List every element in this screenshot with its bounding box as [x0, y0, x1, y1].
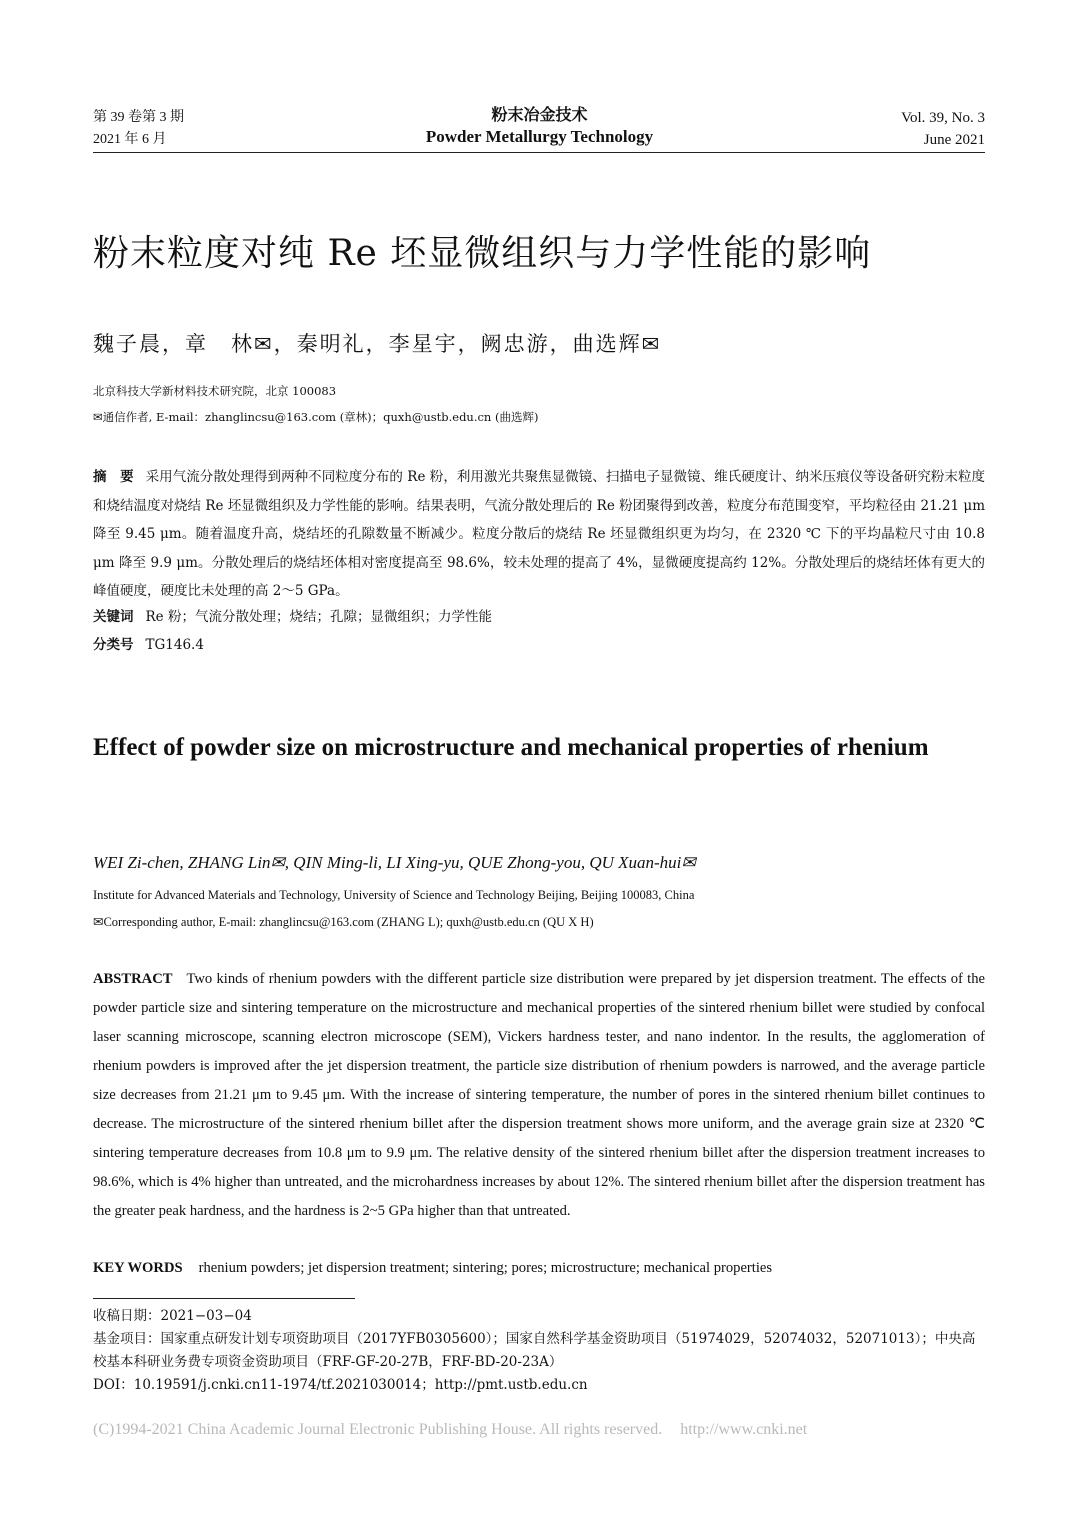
volume-issue-en: Vol. 39, No. 3: [901, 110, 985, 126]
keywords-label-cn: 关键词: [93, 609, 134, 625]
copyright-url: http://www.cnki.net: [680, 1421, 808, 1438]
paper-title-cn: 粉末粒度对纯 Re 坯显微组织与力学性能的影响: [93, 233, 872, 274]
abstract-en: [93, 965, 985, 1226]
keywords-cn: [93, 603, 492, 631]
copyright-watermark: [93, 1419, 985, 1441]
doi: DOI：10.19591/j.cnki.cn11-1974/tf.2021030014；http://pmt.ustb.edu.cn: [93, 1377, 588, 1393]
volume-issue-cn: 第 39 卷第 3 期: [93, 110, 184, 125]
abstract-label-cn: 摘 要: [93, 469, 134, 485]
journal-name-cn: 粉末冶金技术: [491, 105, 588, 124]
copyright-text: (C)1994-2021 China Academic Journal Electronic Publishing House. All rights reserved.: [93, 1421, 663, 1438]
funding-info: 基金项目：国家重点研发计划专项资助项目（2017YFB0305600）；国家自然科学基金资助项目（51974029，52074032，52071013）；中央高校基本科研业务费专项资金资助项目（FRF-GF-20-27B，FRF-BD-20-23A）: [93, 1331, 976, 1370]
date-cn: 2021 年 6 月: [93, 132, 167, 147]
corresponding-author-en: ✉Corresponding author, E-mail: zhanglincsu@163.com (ZHANG L); quxh@ustb.edu.cn (QU X H): [93, 915, 594, 929]
classification-label-cn: 分类号: [93, 637, 134, 653]
keywords-label-en: KEY WORDS: [93, 1260, 183, 1276]
journal-name-en: Powder Metallurgy Technology: [425, 127, 654, 146]
paper-title-en: Effect of powder size on microstructure and mechanical properties of rhenium: [93, 734, 929, 761]
keywords-text-cn: Re 粉；气流分散处理；烧结；孔隙；显微组织；力学性能: [145, 609, 492, 625]
abstract-text-cn: 采用气流分散处理得到两种不同粒度分布的 Re 粉，利用激光共聚焦显微镜、扫描电子显微镜、维氏硬度计、纳米压痕仪等设备研究粉末粒度和烧结温度对烧结 Re 坯显微组织及力学性能的影响。结果表明，气流分散处理后的 Re 粉团聚得到改善，粒度分布范围变窄，平均粒径由 21.21 μm 降至 9.45 μm。随着温度升高，烧结坯的孔隙数量不断减少。粒度分散后的烧结 Re 坯显微组织更为均匀，在 2320 ℃ 下的平均晶粒尺寸由 10.8 μm 降至 9.9 μm。分散处理后的烧结坯体相对密度提高至 98.6%，较未处理的提高了 4%，显微硬度提高约 12%。分散处理后的烧结坯体有更大的峰值硬度，硬度比未处理的高 2～5 GPa。: [93, 469, 985, 599]
footnotes: [93, 1305, 985, 1397]
abstract-text-en: Two kinds of rhenium powders with the different particle size distribution were prepared by jet dispersion treatment. The effects of the powder particle size and sintering temperature on the microstructure and mechanical properties of the sintered rhenium billet were studied by confocal laser scanning microscope, scanning electron microscope (SEM), Vickers hardness tester, and nano indentor. In the results, the agglomeration of rhenium powders is improved after the jet dispersion treatment, the particle size distribution of rhenium powders is narrowed, and the average particle size decreases from 21.21 μm to 9.45 μm. With the increase of sintering temperature, the number of pores in the sintered rhenium billet continues to decrease. The microstructure of the sintered rhenium billet after the dispersion treatment shows more uniform, and the average grain size at 2320 ℃ sintering temperature decreases from 10.8 μm to 9.9 μm. The relative density of the sintered rhenium billet after the dispersion treatment increases to 98.6%, which is 4% higher than untreated, and the microhardness increases by about 12%. The sintered rhenium billet after the dispersion treatment has the greater peak hardness, and the hardness is 2~5 GPa higher than that untreated.: [93, 971, 985, 1219]
corresponding-author-cn: ✉通信作者, E-mail：zhanglincsu@163.com (章林)；quxh@ustb.edu.cn (曲选辉): [93, 410, 539, 424]
journal-issue-info-cn: [93, 107, 184, 151]
classification-cn: [93, 631, 204, 659]
abstract-cn: [93, 463, 985, 606]
footnote-divider: [93, 1298, 355, 1299]
affiliation-en: Institute for Advanced Materials and Technology, University of Science and Technology Beijing, Beijing 100083, China: [93, 888, 695, 902]
abstract-label-en: ABSTRACT: [93, 971, 173, 987]
affiliation-cn: 北京科技大学新材料技术研究院，北京 100083: [93, 384, 337, 398]
header-divider: [93, 152, 985, 153]
received-date: 收稿日期：2021−03−04: [93, 1308, 252, 1324]
journal-issue-info-en: [901, 107, 985, 151]
authors-cn: 魏子晨，章 林✉，秦明礼，李星宇，阙忠游，曲选辉✉: [93, 332, 662, 356]
authors-en: WEI Zi-chen, ZHANG Lin✉, QIN Ming-li, LI Xing-yu, QUE Zhong-you, QU Xuan-hui✉: [93, 853, 696, 872]
journal-name: [300, 104, 779, 148]
classification-text-cn: TG146.4: [145, 637, 204, 653]
keywords-text-en: rhenium powders; jet dispersion treatment; sintering; pores; microstructure; mechanical properties: [198, 1260, 773, 1276]
date-en: June 2021: [923, 132, 985, 148]
keywords-en: [93, 1254, 772, 1282]
